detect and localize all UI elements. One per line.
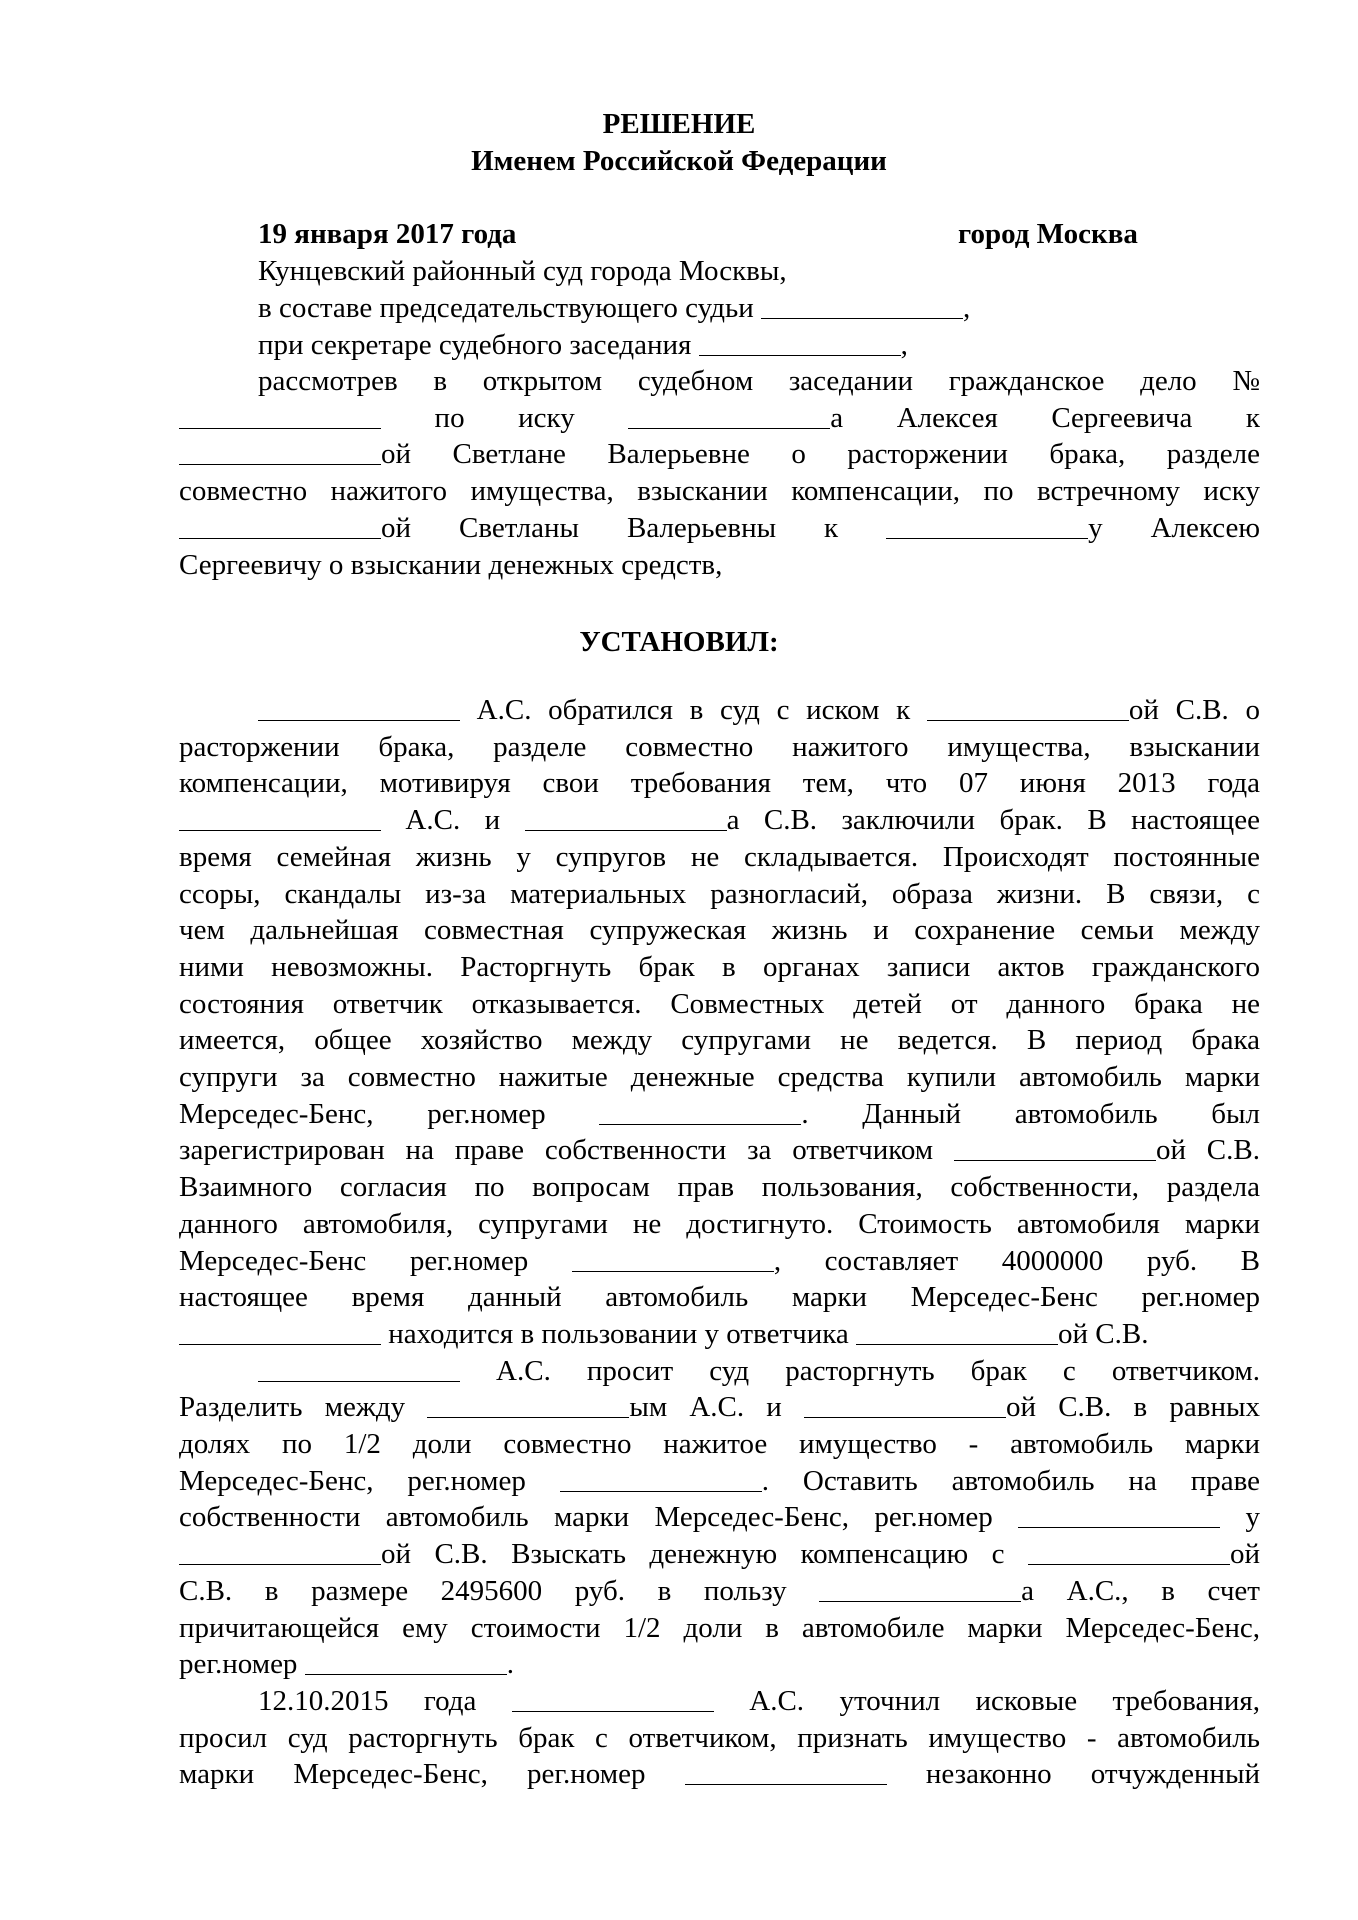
- text-fragment: рег.номер: [179, 1648, 305, 1681]
- secretary-suffix: ,: [900, 329, 908, 361]
- text-fragment: ой С.В. о: [1128, 694, 1260, 726]
- text-line: [179, 1426, 1260, 1463]
- text-line: [179, 473, 1260, 510]
- text-fragment: совместно нажитого имущества, взыскании компенсации, по встречному иску: [179, 475, 1260, 508]
- text-fragment: ым А.С. и: [629, 1391, 804, 1424]
- text-fragment: рассмотрев в открытом судебном заседании гражданское дело №: [258, 365, 1260, 397]
- text-fragment: А.С. уточнил исковые требования,: [713, 1684, 1260, 1717]
- text-fragment: по иску: [381, 401, 629, 434]
- text-fragment: ссоры, скандалы из-за материальных разногласий, образа жизни. В связи, с: [179, 877, 1260, 910]
- text-fragment: Мерседес-Бенс рег.номер: [179, 1244, 572, 1277]
- judge-line: [258, 290, 970, 327]
- text-fragment: Мерседес-Бенс, рег.номер: [179, 1097, 600, 1130]
- text-fragment: время семейная жизнь у супругов не складывается. Происходят постоянные: [179, 840, 1260, 873]
- text-line: [179, 1720, 1260, 1757]
- text-fragment: данного автомобиля, супругами не достигнуто. Стоимость автомобиля марки: [179, 1207, 1260, 1240]
- blank-field: [886, 511, 1088, 539]
- blank-field: [954, 1133, 1156, 1161]
- decision-city: город Москва: [958, 218, 1138, 250]
- blank-field: [1028, 1537, 1230, 1565]
- text-fragment: Разделить между: [179, 1391, 428, 1424]
- established-facts: [179, 692, 1260, 1793]
- judge-label: в составе председательствующего судьи: [258, 292, 761, 324]
- text-line: [179, 1756, 1260, 1793]
- decision-date: 19 января 2017 года: [258, 218, 517, 250]
- text-fragment: Мерседес-Бенс, рег.номер: [179, 1464, 560, 1497]
- text-fragment: . Данный автомобиль был: [801, 1097, 1261, 1130]
- blank-field: [819, 1574, 1021, 1602]
- text-fragment: находится в пользовании у ответчика: [381, 1317, 857, 1350]
- text-fragment: . Оставить автомобиль на праве: [761, 1464, 1261, 1497]
- text-fragment: ой С.В. Взыскать денежную компенсацию с: [381, 1538, 1028, 1571]
- text-line: [179, 547, 1260, 584]
- text-fragment: ой С.В.: [1155, 1134, 1260, 1167]
- text-line: [179, 986, 1260, 1023]
- text-fragment: ой Светланы Валерьевны к: [381, 511, 887, 544]
- text-line: [179, 400, 1260, 437]
- text-fragment: собственности автомобиль марки Мерседес-Бенс, рег.номер: [179, 1501, 1019, 1534]
- text-fragment: , составляет 4000000 руб. В: [773, 1244, 1260, 1277]
- section-heading: УСТАНОВИЛ:: [579, 626, 779, 658]
- text-fragment: а С.В. заключили брак. В настоящее: [726, 804, 1261, 837]
- blank-field: [427, 1390, 629, 1418]
- text-fragment: а А.С., в счет: [1021, 1574, 1260, 1607]
- text-line: [179, 1206, 1260, 1243]
- court-name: Кунцевский районный суд города Москвы,: [258, 255, 787, 287]
- text-fragment: расторжении брака, разделе совместно нажитого имущества, взыскании: [179, 730, 1260, 763]
- text-line: [179, 729, 1260, 766]
- text-fragment: чем дальнейшая совместная супружеская жизнь и сохранение семьи между: [179, 914, 1260, 947]
- text-fragment: зарегистрирован на праве собственности за ответчиком: [179, 1134, 954, 1167]
- blank-field: [560, 1464, 762, 1492]
- text-line: [179, 1463, 1260, 1500]
- text-fragment: супруги за совместно нажитые денежные средства купили автомобиль марки: [179, 1061, 1260, 1094]
- text-fragment: Взаимного согласия по вопросам прав пользования, собственности, раздела: [179, 1171, 1260, 1204]
- text-line: [179, 363, 1260, 400]
- blank-field: [804, 1390, 1006, 1418]
- text-fragment: ой С.В. в равных: [1006, 1391, 1260, 1424]
- text-line: [179, 765, 1260, 802]
- secretary-label: при секретаре судебного заседания: [258, 329, 699, 361]
- text-fragment: А.С. и: [381, 804, 525, 837]
- blank-field: [179, 511, 381, 539]
- text-fragment: ними невозможны. Расторгнуть брак в органах записи актов гражданского: [179, 950, 1260, 983]
- text-line: [179, 1536, 1260, 1573]
- blank-field: [258, 693, 460, 721]
- text-line: [179, 510, 1260, 547]
- text-line: [179, 1279, 1260, 1316]
- text-line: [179, 1610, 1260, 1647]
- text-fragment: у: [1220, 1501, 1261, 1534]
- blank-field: [305, 1647, 507, 1675]
- blank-field: [179, 1537, 381, 1565]
- document-subtitle: Именем Российской Федерации: [471, 145, 887, 177]
- text-fragment: .: [506, 1648, 514, 1681]
- text-line: [179, 912, 1260, 949]
- blank-field: [856, 1317, 1058, 1345]
- text-fragment: незаконно отчужденный: [886, 1758, 1260, 1791]
- blank-field: [599, 1097, 801, 1125]
- text-line: [179, 692, 1260, 729]
- text-fragment: просил суд расторгнуть брак с ответчиком, признать имущество - автомобиль: [179, 1721, 1260, 1754]
- text-fragment: Сергеевичу о взыскании денежных средств,: [179, 548, 723, 581]
- blank-field: [927, 693, 1129, 721]
- blank-field: [761, 291, 963, 319]
- text-fragment: А.С. обратился в суд с иском к: [460, 694, 927, 726]
- blank-field: [179, 803, 381, 831]
- case-description: [179, 363, 1260, 583]
- blank-field: [628, 401, 830, 429]
- blank-field: [179, 437, 381, 465]
- text-line: [179, 1132, 1260, 1169]
- text-fragment: состояния ответчик отказывается. Совместных детей от данного брака не: [179, 987, 1260, 1020]
- text-fragment: причитающейся ему стоимости 1/2 доли в автомобиле марки Мерседес-Бенс,: [179, 1611, 1260, 1644]
- text-fragment: ой Светлане Валерьевне о расторжении брака, разделе: [381, 438, 1260, 471]
- text-line: [179, 1683, 1260, 1720]
- text-line: [179, 876, 1260, 913]
- text-fragment: компенсации, мотивируя свои требования тем, что 07 июня 2013 года: [179, 767, 1260, 800]
- text-line: [179, 1243, 1260, 1280]
- text-line: [179, 1646, 1260, 1683]
- text-fragment: 12.10.2015 года: [258, 1684, 512, 1717]
- blank-field: [179, 401, 381, 429]
- text-line: [179, 1169, 1260, 1206]
- text-line: [179, 802, 1260, 839]
- text-fragment: А.С. просит суд расторгнуть брак с ответчиком.: [460, 1354, 1260, 1387]
- text-line: [179, 1316, 1260, 1353]
- text-line: [179, 949, 1260, 986]
- blank-field: [572, 1244, 774, 1272]
- text-fragment: долях по 1/2 доли совместно нажитое имущество - автомобиль марки: [179, 1428, 1260, 1461]
- blank-field: [512, 1684, 714, 1712]
- document-title: РЕШЕНИЕ: [602, 108, 756, 140]
- text-line: [179, 1499, 1260, 1536]
- text-line: [179, 1353, 1260, 1390]
- text-fragment: марки Мерседес-Бенс, рег.номер: [179, 1758, 685, 1791]
- blank-field: [685, 1757, 887, 1785]
- text-line: [179, 1022, 1260, 1059]
- text-fragment: у Алексею: [1088, 511, 1260, 544]
- text-fragment: настоящее время данный автомобиль марки Мерседес-Бенс рег.номер: [179, 1281, 1260, 1314]
- blank-field: [525, 803, 727, 831]
- text-line: [179, 1573, 1260, 1610]
- text-fragment: ой С.В.: [1058, 1317, 1149, 1350]
- blank-field: [1018, 1500, 1220, 1528]
- blank-field: [699, 328, 901, 356]
- text-fragment: а Алексея Сергеевича к: [830, 401, 1261, 434]
- judge-suffix: ,: [963, 292, 971, 324]
- text-fragment: имеется, общее хозяйство между супругами не ведется. В период брака: [179, 1024, 1260, 1057]
- blank-field: [179, 1317, 381, 1345]
- text-line: [179, 1059, 1260, 1096]
- text-fragment: ой: [1229, 1538, 1260, 1571]
- text-fragment: С.В. в размере 2495600 руб. в пользу: [179, 1574, 820, 1607]
- text-line: [179, 436, 1260, 473]
- blank-field: [258, 1354, 460, 1382]
- text-line: [179, 1096, 1260, 1133]
- secretary-line: [258, 327, 908, 364]
- text-line: [179, 839, 1260, 876]
- text-line: [179, 1389, 1260, 1426]
